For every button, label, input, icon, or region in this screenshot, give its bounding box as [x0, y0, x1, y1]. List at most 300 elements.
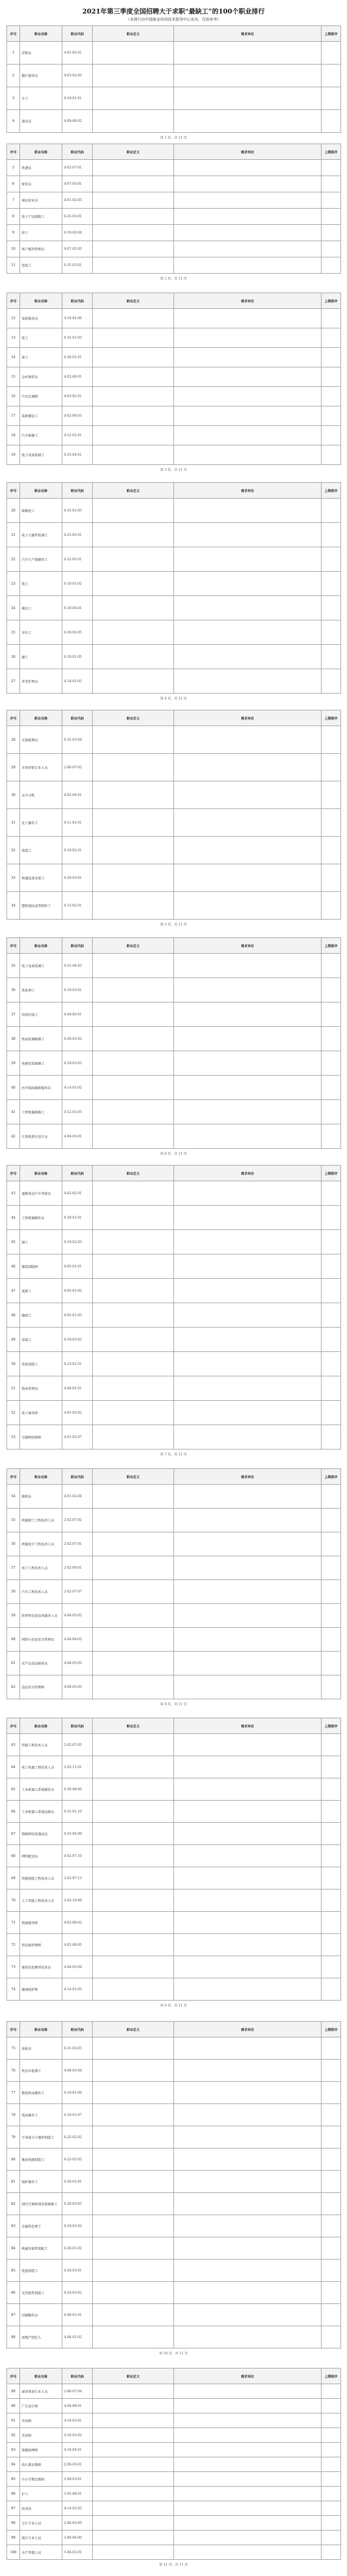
- job-definition-cell: [93, 1604, 174, 1628]
- column-header: 职业名称: [20, 144, 62, 160]
- employer-cell: [174, 1801, 322, 1823]
- job-code-cell: 4-07-02-03: [62, 241, 93, 257]
- column-header: 职业名称: [20, 1166, 62, 1181]
- previous-rank-cell: [322, 1401, 341, 1425]
- previous-rank-cell: [322, 110, 341, 133]
- rank-cell: 53: [7, 1425, 20, 1449]
- rank-cell: 18: [7, 426, 20, 445]
- column-header: 职业代码: [62, 26, 93, 42]
- job-code-cell: 4-02-06-03: [62, 406, 93, 426]
- previous-rank-cell: [322, 1485, 341, 1509]
- column-header: 需求单位: [174, 1469, 322, 1485]
- job-definition-cell: [93, 2545, 174, 2560]
- employer-cell: [174, 1912, 322, 1934]
- page-number: 第 8 页，共 11 页: [160, 1703, 187, 1706]
- job-code-cell: 6-05-01-02: [62, 1279, 93, 1303]
- column-header: 需求单位: [174, 2368, 322, 2384]
- document-page: [0, 2016, 347, 2363]
- employer-cell: [174, 1485, 322, 1509]
- document-page: [0, 138, 347, 287]
- previous-rank-cell: [322, 192, 341, 209]
- table-row: [7, 241, 341, 257]
- job-code-cell: 6-15-02-01: [62, 892, 93, 920]
- rank-cell: 22: [7, 547, 20, 572]
- previous-rank-cell: [322, 2260, 341, 2282]
- employer-cell: [174, 2472, 322, 2487]
- job-definition-cell: [93, 2037, 174, 2060]
- table-row: [7, 2326, 341, 2348]
- rank-cell: 89: [7, 2384, 20, 2399]
- table-row: [7, 1485, 341, 1509]
- job-name-cell: 保健按摩师: [20, 2443, 62, 2457]
- employer-cell: [174, 2215, 322, 2237]
- employer-cell: [174, 726, 322, 754]
- employer-cell: [174, 1124, 322, 1149]
- column-header: 需求单位: [174, 26, 322, 42]
- rank-cell: 2: [7, 64, 20, 87]
- job-name-cell: 药剂员: [20, 2501, 62, 2516]
- rank-cell: 35: [7, 954, 20, 978]
- job-definition-cell: [93, 1051, 174, 1076]
- job-definition-cell: [93, 1580, 174, 1604]
- jobs-table: [7, 1718, 341, 2001]
- job-definition-cell: [93, 257, 174, 274]
- job-name-cell: 计算机程序设计员: [20, 1124, 62, 1149]
- document-page: [0, 0, 347, 138]
- rank-cell: 65: [7, 1778, 20, 1801]
- job-code-cell: 2-02-07-07: [62, 1580, 93, 1604]
- rank-cell: 12: [7, 309, 20, 328]
- job-code-cell: 6-28-01-01: [62, 2171, 93, 2193]
- job-name-cell: 机械零部件装配工: [20, 2237, 62, 2260]
- page-number: 第 9 页，共 11 页: [160, 2004, 187, 2008]
- job-code-cell: 4-02-04-01: [62, 781, 93, 809]
- rank-cell: 7: [7, 192, 20, 209]
- previous-rank-cell: [322, 781, 341, 809]
- rank-cell: 76: [7, 2060, 20, 2082]
- previous-rank-cell: [322, 547, 341, 572]
- job-definition-cell: [93, 1279, 174, 1303]
- rank-cell: 44: [7, 1206, 20, 1230]
- column-header: 职业定义: [93, 483, 174, 499]
- table-row: [7, 837, 341, 864]
- job-code-cell: 2-06-07-02: [62, 754, 93, 781]
- table-row: [7, 669, 341, 694]
- rank-cell: 31: [7, 809, 20, 837]
- job-definition-cell: [93, 1845, 174, 1867]
- previous-rank-cell: [322, 1027, 341, 1051]
- employer-cell: [174, 978, 322, 1002]
- rank-cell: 26: [7, 645, 20, 669]
- rank-cell: 36: [7, 978, 20, 1002]
- table-row: [7, 209, 341, 225]
- job-code-cell: 4-04-05-02: [62, 1604, 93, 1628]
- job-code-cell: 2-02-07-01: [62, 1532, 93, 1556]
- previous-rank-cell: [322, 596, 341, 620]
- rank-cell: 49: [7, 1328, 20, 1352]
- jobs-table: [7, 937, 341, 1149]
- job-code-cell: 6-18-03-01: [62, 978, 93, 1002]
- job-code-cell: 4-10-01-06: [62, 309, 93, 328]
- previous-rank-cell: [322, 1978, 341, 2001]
- job-code-cell: 6-18-03-02: [62, 2215, 93, 2237]
- job-definition-cell: [93, 2126, 174, 2148]
- previous-rank-cell: [322, 1867, 341, 1889]
- job-name-cell: 房地产经纪人: [20, 2326, 62, 2348]
- job-definition-cell: [93, 1532, 174, 1556]
- rank-cell: 55: [7, 1509, 20, 1532]
- job-code-cell: 4-04-05-04: [62, 1956, 93, 1978]
- previous-rank-cell: [322, 1100, 341, 1124]
- employer-cell: [174, 754, 322, 781]
- job-name-cell: 纺织印染工: [20, 1002, 62, 1027]
- previous-rank-cell: [322, 1352, 341, 1376]
- job-code-cell: 4-01-02-01: [62, 42, 93, 64]
- employer-cell: [174, 1823, 322, 1845]
- table-row: [7, 892, 341, 920]
- employer-cell: [174, 1303, 322, 1328]
- job-name-cell: 叉车司机: [20, 781, 62, 809]
- employer-cell: [174, 645, 322, 669]
- column-header: 职业名称: [20, 2022, 62, 2037]
- employer-cell: [174, 2501, 322, 2516]
- table-row: [7, 1934, 341, 1956]
- employer-cell: [174, 2082, 322, 2104]
- job-definition-cell: [93, 387, 174, 406]
- previous-rank-cell: [322, 1604, 341, 1628]
- rank-cell: 21: [7, 523, 20, 547]
- table-row: [7, 547, 341, 572]
- employer-cell: [174, 1628, 322, 1652]
- job-code-cell: 6-22-02-01: [62, 547, 93, 572]
- job-definition-cell: [93, 2082, 174, 2104]
- column-header: 职业定义: [93, 1469, 174, 1485]
- job-code-cell: 6-25-04-09: [62, 1823, 93, 1845]
- rank-cell: 96: [7, 2487, 20, 2501]
- table-row: [7, 1124, 341, 1149]
- job-name-cell: 铣床操作工: [20, 2104, 62, 2126]
- employer-cell: [174, 110, 322, 133]
- previous-rank-cell: [322, 1303, 341, 1328]
- job-code-cell: 2-05-08-01: [62, 2487, 93, 2501]
- employer-cell: [174, 2428, 322, 2443]
- job-name-cell: 电机制造工: [20, 1352, 62, 1376]
- rank-cell: 80: [7, 2148, 20, 2171]
- previous-rank-cell: [322, 2487, 341, 2501]
- previous-rank-cell: [322, 225, 341, 241]
- table-header-row: [7, 293, 341, 309]
- job-name-cell: 磨工: [20, 645, 62, 669]
- employer-cell: [174, 1604, 322, 1628]
- column-header: 序号: [7, 938, 20, 954]
- job-code-cell: 4-14-01-02: [62, 1076, 93, 1100]
- job-code-cell: 6-25-03-01: [62, 209, 93, 225]
- job-definition-cell: [93, 192, 174, 209]
- rank-cell: 84: [7, 2237, 20, 2260]
- job-code-cell: 4-10-04-01: [62, 2443, 93, 2457]
- column-header: 职业名称: [20, 483, 62, 499]
- job-code-cell: 6-31-01-03: [62, 328, 93, 348]
- job-code-cell: 4-02-07-01: [62, 160, 93, 176]
- job-definition-cell: [93, 2304, 174, 2326]
- rank-cell: 41: [7, 1100, 20, 1124]
- previous-rank-cell: [322, 2171, 341, 2193]
- job-name-cell: 缝纫工: [20, 1303, 62, 1328]
- job-code-cell: 6-05-01-01: [62, 1254, 93, 1279]
- job-name-cell: 机械设备安装工: [20, 864, 62, 892]
- rank-cell: 68: [7, 1845, 20, 1867]
- rank-cell: 10: [7, 241, 20, 257]
- rank-cell: 61: [7, 1652, 20, 1675]
- job-code-cell: 4-08-05-04: [62, 2060, 93, 2082]
- table-row: [7, 2282, 341, 2304]
- table-row: [7, 1206, 341, 1230]
- rank-cell: 27: [7, 669, 20, 694]
- previous-rank-cell: [322, 2399, 341, 2413]
- job-name-cell: 医疗临床辅助服务员: [20, 1076, 62, 1100]
- job-code-cell: 4-07-05-01: [62, 176, 93, 192]
- column-header: 职业名称: [20, 2368, 62, 2384]
- column-header: 职业代码: [62, 938, 93, 954]
- previous-rank-cell: [322, 2530, 341, 2545]
- previous-rank-cell: [322, 2457, 341, 2472]
- rank-cell: 23: [7, 572, 20, 596]
- rank-cell: 92: [7, 2428, 20, 2443]
- previous-rank-cell: [322, 1532, 341, 1556]
- column-header: 职业定义: [93, 2368, 174, 2384]
- previous-rank-cell: [322, 1051, 341, 1076]
- job-code-cell: 4-02-07-10: [62, 1845, 93, 1867]
- job-name-cell: 集成电路制造工: [20, 2148, 62, 2171]
- job-code-cell: 2-02-07-05: [62, 1734, 93, 1756]
- job-name-cell: 冲压工: [20, 620, 62, 645]
- job-definition-cell: [93, 87, 174, 110]
- job-code-cell: 6-18-02-04: [62, 225, 93, 241]
- rank-cell: 97: [7, 2501, 20, 2516]
- previous-rank-cell: [322, 1254, 341, 1279]
- job-definition-cell: [93, 225, 174, 241]
- job-code-cell: 6-24-03-01: [62, 2260, 93, 2282]
- job-name-cell: 工业机器人系统操作员: [20, 1778, 62, 1801]
- previous-rank-cell: [322, 1756, 341, 1778]
- employer-cell: [174, 547, 322, 572]
- job-definition-cell: [93, 1401, 174, 1425]
- job-definition-cell: [93, 754, 174, 781]
- job-name-cell: 电子工程技术人员: [20, 1556, 62, 1580]
- job-definition-cell: [93, 1485, 174, 1509]
- rank-cell: 88: [7, 2326, 20, 2348]
- document-page: [0, 704, 347, 932]
- job-name-cell: 金属热处理工: [20, 2215, 62, 2237]
- job-definition-cell: [93, 2237, 174, 2260]
- job-definition-cell: [93, 978, 174, 1002]
- job-name-cell: 快递员: [20, 160, 62, 176]
- rank-cell: 34: [7, 892, 20, 920]
- rank-cell: 40: [7, 1076, 20, 1100]
- table-row: [7, 2545, 341, 2560]
- job-code-cell: 4-06-01-01: [62, 1376, 93, 1401]
- page-number: 第 4 页，共 11 页: [160, 697, 187, 701]
- job-code-cell: 6-18-01-05: [62, 645, 93, 669]
- rank-cell: 45: [7, 1230, 20, 1254]
- rank-cell: 75: [7, 2037, 20, 2060]
- rank-cell: 33: [7, 864, 20, 892]
- previous-rank-cell: [322, 837, 341, 864]
- job-code-cell: 6-25-04-03: [62, 954, 93, 978]
- previous-rank-cell: [322, 1934, 341, 1956]
- column-header: 需求单位: [174, 2022, 322, 2037]
- column-header: 序号: [7, 2022, 20, 2037]
- job-name-cell: 汽车维修工: [20, 426, 62, 445]
- previous-rank-cell: [322, 954, 341, 978]
- job-definition-cell: [93, 1934, 174, 1956]
- previous-rank-cell: [322, 1181, 341, 1206]
- table-header-row: [7, 26, 341, 42]
- column-header: 上期排序: [322, 2368, 341, 2384]
- previous-rank-cell: [322, 1076, 341, 1100]
- table-row: [7, 754, 341, 781]
- table-row: [7, 176, 341, 192]
- rank-cell: 66: [7, 1801, 20, 1823]
- employer-cell: [174, 572, 322, 596]
- job-name-cell: 电工: [20, 328, 62, 348]
- job-definition-cell: [93, 110, 174, 133]
- job-definition-cell: [93, 1734, 174, 1756]
- employer-cell: [174, 2530, 322, 2545]
- job-name-cell: 车工: [20, 87, 62, 110]
- job-code-cell: 6-29-01-01: [62, 1206, 93, 1230]
- previous-rank-cell: [322, 1801, 341, 1823]
- job-code-cell: 4-12-01-03: [62, 1100, 93, 1124]
- previous-rank-cell: [322, 1889, 341, 1912]
- job-code-cell: 4-10-01-05: [62, 669, 93, 694]
- rank-cell: 85: [7, 2260, 20, 2282]
- column-header: 职业代码: [62, 710, 93, 726]
- job-name-cell: 机动车检测工: [20, 2060, 62, 2082]
- column-header: 上期排序: [322, 293, 341, 309]
- table-row: [7, 954, 341, 978]
- job-code-cell: 4-08-08-01: [62, 2399, 93, 2413]
- document-page: [0, 1712, 347, 2016]
- column-header: 需求单位: [174, 1718, 322, 1734]
- rank-cell: 90: [7, 2399, 20, 2413]
- column-header: 职业定义: [93, 2022, 174, 2037]
- jobs-table: [7, 2368, 341, 2560]
- job-name-cell: 客户服务管理员: [20, 241, 62, 257]
- job-name-cell: 幼儿教育教师: [20, 2457, 62, 2472]
- rank-cell: 86: [7, 2282, 20, 2304]
- document-page: [0, 1463, 347, 1712]
- table-row: [7, 726, 341, 754]
- job-code-cell: 2-06-07-04: [62, 2384, 93, 2399]
- job-name-cell: 中式烹调师: [20, 387, 62, 406]
- job-code-cell: 4-10-03-01: [62, 2413, 93, 2428]
- column-header: 职业代码: [62, 1166, 93, 1181]
- table-row: [7, 1823, 341, 1845]
- job-name-cell: 焊工: [20, 225, 62, 241]
- job-name-cell: 会计专业人员: [20, 2516, 62, 2530]
- job-name-cell: 工程机械维修工: [20, 1100, 62, 1124]
- employer-cell: [174, 160, 322, 176]
- job-definition-cell: [93, 1303, 174, 1328]
- previous-rank-cell: [322, 1778, 341, 1801]
- job-definition-cell: [93, 2443, 174, 2457]
- employer-cell: [174, 892, 322, 920]
- column-header: 序号: [7, 1469, 20, 1485]
- column-header: 上期排序: [322, 1166, 341, 1181]
- rank-cell: 3: [7, 87, 20, 110]
- employer-cell: [174, 406, 322, 426]
- job-name-cell: 人工智能工程技术人员: [20, 1889, 62, 1912]
- employer-cell: [174, 2399, 322, 2413]
- employer-cell: [174, 328, 322, 348]
- job-definition-cell: [93, 620, 174, 645]
- job-definition-cell: [93, 2457, 174, 2472]
- employer-cell: [174, 1889, 322, 1912]
- employer-cell: [174, 2037, 322, 2060]
- rank-cell: 46: [7, 1254, 20, 1279]
- job-definition-cell: [93, 2530, 174, 2545]
- employer-cell: [174, 387, 322, 406]
- rank-cell: 14: [7, 348, 20, 367]
- table-row: [7, 2148, 341, 2171]
- employer-cell: [174, 64, 322, 87]
- page-subtitle: （本排行由中国就业培训技术指导中心发布，仅供参考）: [126, 17, 221, 22]
- employer-cell: [174, 2237, 322, 2260]
- employer-cell: [174, 1532, 322, 1556]
- job-definition-cell: [93, 328, 174, 348]
- table-header-row: [7, 710, 341, 726]
- previous-rank-cell: [322, 2304, 341, 2326]
- job-name-cell: 电子产品制版工: [20, 209, 62, 225]
- previous-rank-cell: [322, 645, 341, 669]
- job-name-cell: 推销员: [20, 1485, 62, 1509]
- job-name-cell: 食品安全管理师: [20, 1675, 62, 1699]
- column-header: 职业代码: [62, 1469, 93, 1485]
- rank-cell: 24: [7, 596, 20, 620]
- employer-cell: [174, 837, 322, 864]
- job-code-cell: 4-01-02-04: [62, 1485, 93, 1509]
- jobs-table: [7, 293, 341, 465]
- job-name-cell: 机械加工工程技术人员: [20, 1509, 62, 1532]
- previous-rank-cell: [322, 1002, 341, 1027]
- previous-rank-cell: [322, 1556, 341, 1580]
- rank-cell: 57: [7, 1556, 20, 1580]
- page-number: 第 6 页，共 11 页: [160, 1152, 187, 1156]
- employer-cell: [174, 2260, 322, 2282]
- job-code-cell: 4-09-08-02: [62, 110, 93, 133]
- job-definition-cell: [93, 1376, 174, 1401]
- table-row: [7, 406, 341, 426]
- job-code-cell: 4-06-01-02: [62, 2326, 93, 2348]
- job-name-cell: 数控机床操作工: [20, 2082, 62, 2104]
- previous-rank-cell: [322, 1509, 341, 1532]
- employer-cell: [174, 426, 322, 445]
- job-definition-cell: [93, 499, 174, 523]
- job-name-cell: 物业管理员: [20, 1376, 62, 1401]
- column-header: 职业定义: [93, 938, 174, 954]
- table-row: [7, 445, 341, 465]
- job-definition-cell: [93, 160, 174, 176]
- rank-cell: 25: [7, 620, 20, 645]
- rank-cell: 79: [7, 2126, 20, 2148]
- table-row: [7, 645, 341, 669]
- previous-rank-cell: [322, 1279, 341, 1303]
- column-header: 需求单位: [174, 710, 322, 726]
- column-header: 职业名称: [20, 938, 62, 954]
- job-definition-cell: [93, 837, 174, 864]
- job-definition-cell: [93, 2399, 174, 2413]
